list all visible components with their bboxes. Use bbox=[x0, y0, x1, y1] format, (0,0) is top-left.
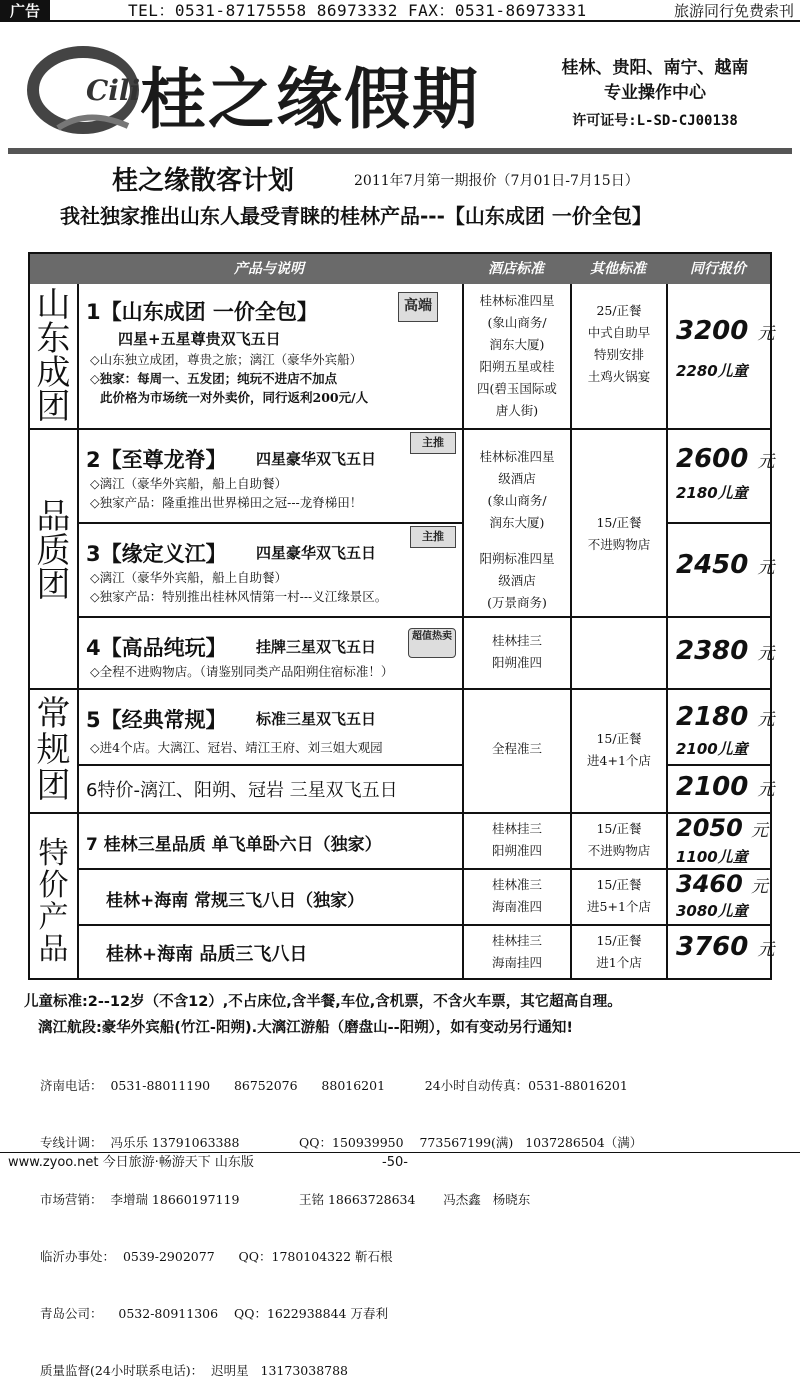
product-desc: ◇漓江（豪华外宾船，船上自助餐） ◇独家产品：特别推出桂林风情第一村---义江缘景区。 bbox=[90, 570, 388, 604]
table-header bbox=[30, 254, 770, 284]
hotel-standard: 桂林标准四星 (象山商务/ 润东大厦) 阳朔五星或桂 四(碧玉国际或 唐人街) bbox=[477, 293, 557, 418]
ad-tag: 广告 bbox=[0, 0, 50, 22]
product-desc: ◇漓江（豪华外宾船，船上自助餐） ◇独家产品：隆重推出世界梯田之冠---龙脊梯田！ bbox=[90, 476, 363, 510]
regions: 桂林、贵阳、南宁、越南 bbox=[561, 58, 749, 78]
grid-line bbox=[30, 428, 770, 430]
logo-title: 桂之缘假期 bbox=[140, 60, 480, 138]
product-subtitle: 标准三星双飞五日 bbox=[256, 710, 377, 728]
grid-line bbox=[77, 284, 79, 980]
other-standard: 25/正餐 中式自助早 特别安排 土鸡火锅宴 bbox=[587, 303, 651, 384]
price: 2050 元 bbox=[676, 814, 769, 842]
header-right bbox=[520, 56, 790, 106]
phone-fax-line: TEL：0531-87175558 86973332 FAX：0531-86973331 bbox=[128, 1, 587, 20]
header-hotel: 酒店标准 bbox=[488, 261, 544, 277]
child-price: 3080儿童 bbox=[676, 902, 748, 920]
grid-line bbox=[666, 284, 668, 980]
product-title: 4【高品纯玩】 bbox=[86, 636, 227, 660]
price: 2180 元 bbox=[676, 702, 775, 732]
plan-title: 桂之缘散客计划 bbox=[112, 166, 295, 196]
product-desc: ◇全程不进购物店。（请鉴别同类产品阳朔住宿标准！） bbox=[90, 664, 394, 679]
category-quality: 品质团 bbox=[36, 497, 71, 605]
grid-line bbox=[666, 522, 770, 524]
category-regular: 常规团 bbox=[36, 694, 71, 806]
product-title: 7 桂林三星品质 单飞单卧六日（独家） bbox=[86, 835, 382, 855]
product-title: 桂林+海南 常规三飞八日（独家） bbox=[106, 891, 365, 911]
price: 3760 元 bbox=[676, 932, 775, 962]
price: 2600 元 bbox=[676, 444, 775, 474]
recommend-badge-icon: 主推 bbox=[410, 526, 456, 548]
other-standard: 15/正餐 进4+1个店 bbox=[587, 731, 651, 768]
operation-center: 专业操作中心 bbox=[604, 83, 706, 103]
price: 3200 元 bbox=[676, 316, 775, 346]
product-title: 2【至尊龙脊】 bbox=[86, 448, 227, 472]
grid-line bbox=[77, 924, 770, 926]
other-standard: 15/正餐 不进购物店 bbox=[587, 515, 651, 552]
product-desc: ◇山东独立成团，尊贵之旅；漓江（豪华外宾船） ◇独家：每周一、五发团；纯玩不进店不加点 此价格为市场统一对外卖价，同行返利200元/人 bbox=[90, 352, 369, 405]
product-subtitle: 四星+五星尊贵双飞五日 bbox=[118, 330, 281, 348]
premium-badge-icon: 高端 bbox=[398, 292, 438, 322]
child-price: 2180儿童 bbox=[676, 484, 748, 502]
product-subtitle: 挂牌三星双飞五日 bbox=[256, 638, 377, 656]
product-title: 桂林+海南 品质三飞八日 bbox=[106, 944, 308, 965]
header-price: 同行报价 bbox=[690, 261, 746, 277]
product-subtitle: 四星豪华双飞五日 bbox=[256, 544, 377, 562]
slogan: 我社独家推出山东人最受青睐的桂林产品---【山东成团 一价全包】 bbox=[60, 204, 652, 228]
product-desc: ◇进4个店。大漓江、冠岩、靖江王府、刘三姐大观园 bbox=[90, 740, 383, 755]
other-standard: 15/正餐 进5+1个店 bbox=[587, 877, 651, 914]
hot-sale-badge-icon: 超值热卖 bbox=[408, 628, 456, 658]
bottom-bar bbox=[0, 1152, 800, 1172]
child-standard-note: 儿童标准:2--12岁（不含12）,不占床位,含半餐,车位,含机票，不含火车票，其它超高自理。 bbox=[24, 994, 622, 1010]
product-title: 3【缘定义江】 bbox=[86, 542, 227, 566]
product-title: 5【经典常规】 bbox=[86, 708, 227, 732]
grid-line bbox=[77, 616, 770, 618]
category-special: 特价产品 bbox=[38, 836, 69, 967]
hotel-standard: 全程准三 bbox=[491, 741, 542, 756]
page-number: -50- bbox=[382, 1155, 408, 1170]
hotel-standard: 桂林挂三 海南挂四 bbox=[491, 933, 542, 970]
grid-line bbox=[77, 868, 770, 870]
grid-line bbox=[30, 812, 770, 814]
plan-period: 2011年7月第一期报价（7月01日-7月15日） bbox=[354, 173, 639, 189]
product-title: 6特价-漓江、阳朔、冠岩 三星双飞五日 bbox=[86, 780, 398, 801]
product-title: 1【山东成团 一价全包】 bbox=[86, 300, 318, 324]
hotel-standard: 桂林挂三 阳朔准四 bbox=[491, 821, 542, 858]
price: 2380 元 bbox=[676, 636, 775, 666]
site-slogan: www.zyoo.net 今日旅游·畅游天下 山东版 bbox=[8, 1155, 254, 1170]
child-price: 2280儿童 bbox=[676, 362, 748, 380]
product-subtitle: 四星豪华双飞五日 bbox=[256, 450, 377, 468]
price: 2450 元 bbox=[676, 550, 775, 580]
other-standard: 15/正餐 不进购物店 bbox=[587, 821, 651, 858]
lijiang-note: 漓江航段:豪华外宾船(竹江-阳朔).大漓江游船（磨盘山--阳朔），如有变动另行通知! bbox=[38, 1020, 573, 1036]
hotel-standard: 阳朔标准四星 级酒店 (万景商务) bbox=[479, 551, 555, 610]
child-price: 2100儿童 bbox=[676, 740, 748, 758]
recommend-badge-icon: 主推 bbox=[410, 432, 456, 454]
grid-line bbox=[666, 764, 770, 766]
tagline: 旅游同行免费索刊 bbox=[673, 2, 794, 20]
logo-mark-text: Cili bbox=[86, 74, 141, 107]
hotel-standard: 桂林准三 海南准四 bbox=[491, 877, 542, 914]
price: 2100 元 bbox=[676, 772, 775, 802]
child-price: 1100儿童 bbox=[676, 848, 748, 866]
hotel-standard: 桂林挂三 阳朔准四 bbox=[491, 633, 542, 670]
header-other: 其他标准 bbox=[590, 261, 646, 277]
license-number: 许可证号:L-SD-CJ00138 bbox=[572, 113, 738, 129]
price: 3460 元 bbox=[676, 870, 769, 898]
divider bbox=[8, 148, 792, 154]
header-product: 产品与说明 bbox=[234, 261, 304, 277]
other-standard: 15/正餐 进1个店 bbox=[596, 933, 642, 970]
hotel-standard: 桂林标准四星 级酒店 (象山商务/ 润东大厦) bbox=[479, 449, 555, 530]
grid-line bbox=[30, 688, 770, 690]
category-shandong: 山东成团 bbox=[36, 285, 71, 427]
contact-list: 济南电话： 0531-88011190 86752076 88016201 24小时自动传真：0531-88016201 专线计调： 冯乐乐 13791063388 QQ：150939950 773567199(满) 1037286504（满） 市场营销： 李增瑞 18660197119 王铭 18663728634 冯杰鑫 杨晓东 临沂办事处： 0539-2902077 QQ：1780104322 靳石根 青岛公司： 0532-80911306 QQ：1622938844 万春利 质量监督(24小时联系电话)： 迟明星 13173038788 bbox=[40, 1078, 643, 1378]
grid-line bbox=[77, 764, 462, 766]
grid-line bbox=[77, 522, 462, 524]
